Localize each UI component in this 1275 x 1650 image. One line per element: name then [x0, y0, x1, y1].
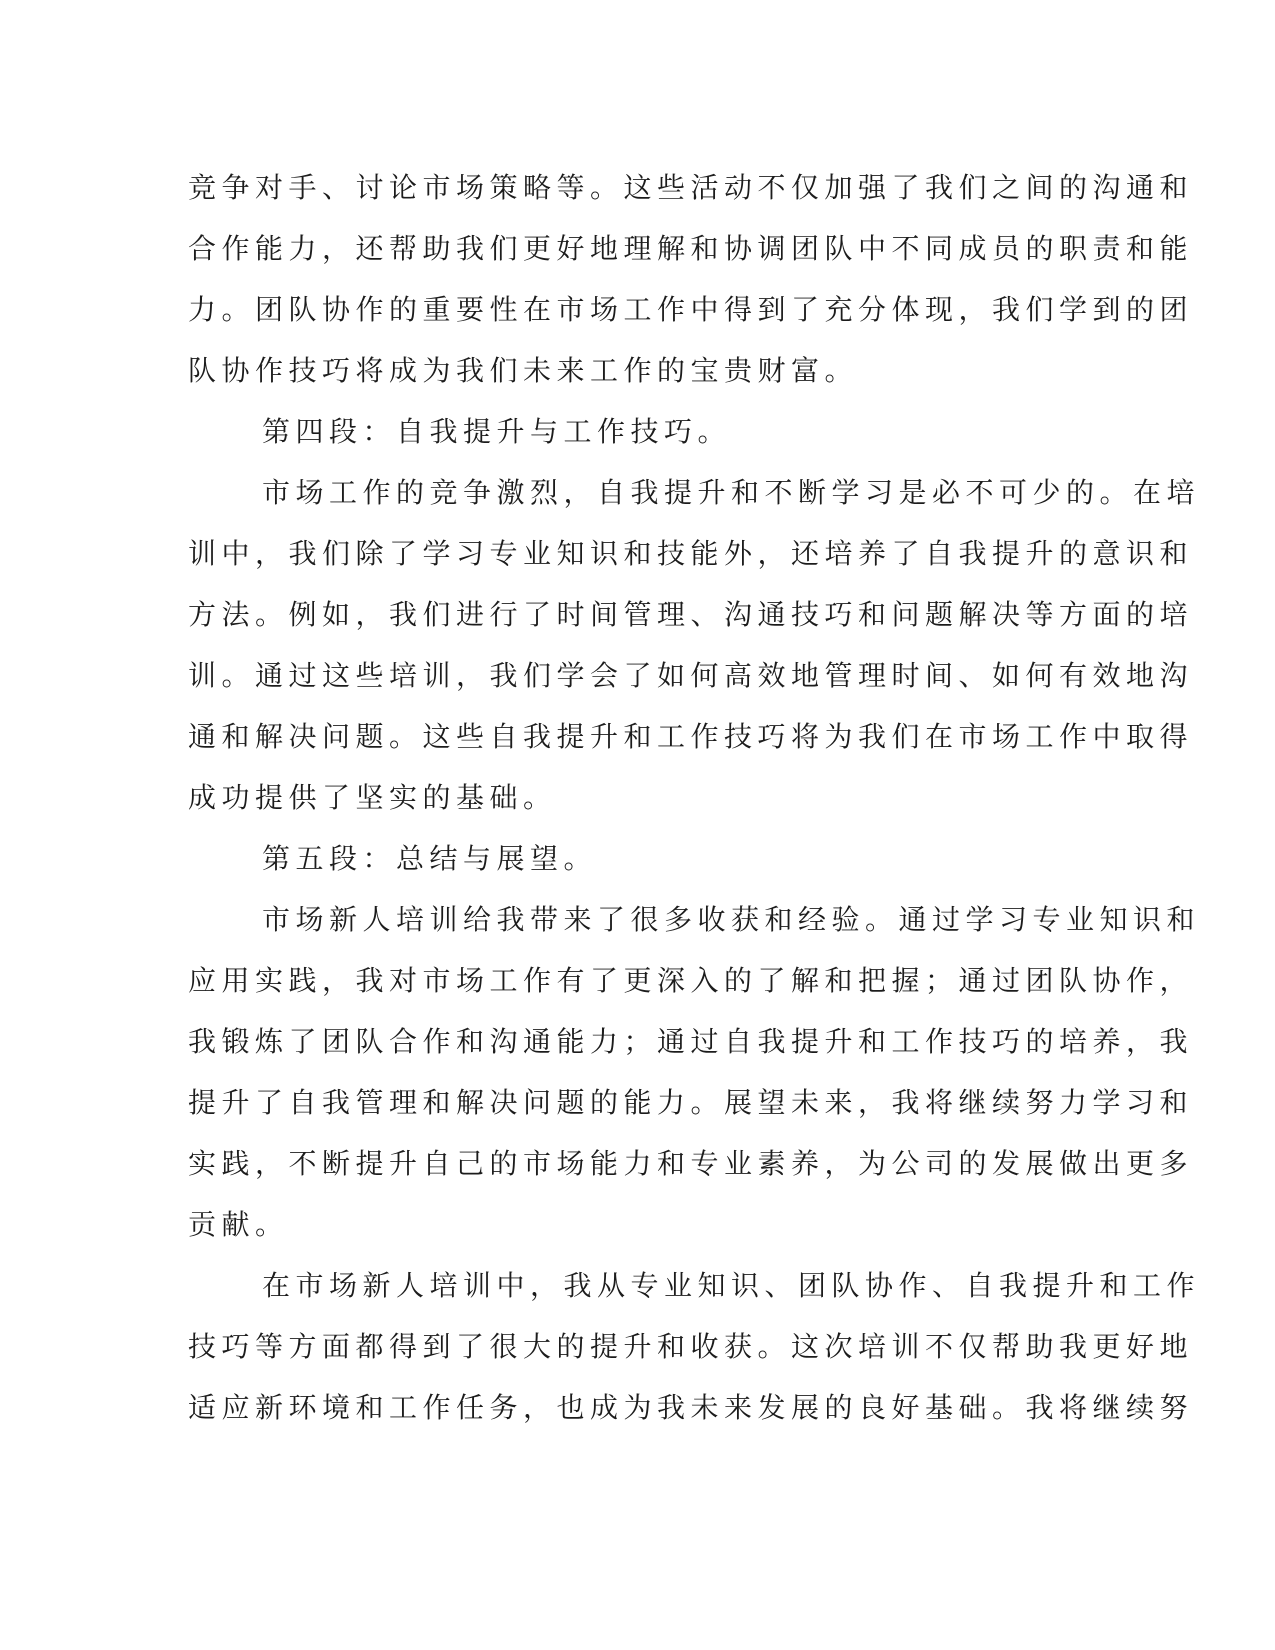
text-line: 适应新环境和工作任务，也成为我未来发展的良好基础。我将继续努: [188, 1391, 1194, 1424]
text-line: 实践，不断提升自己的市场能力和专业素养，为公司的发展做出更多: [188, 1147, 1194, 1180]
text-line: 竞争对手、讨论市场策略等。这些活动不仅加强了我们之间的沟通和: [188, 171, 1194, 204]
text-line: 贡献。: [188, 1208, 289, 1241]
section-heading-5: 第五段：总结与展望。: [262, 842, 598, 875]
text-line: 我锻炼了团队合作和沟通能力；通过自我提升和工作技巧的培养，我: [188, 1025, 1194, 1058]
paragraph-first-line: 市场工作的竞争激烈，自我提升和不断学习是必不可少的。在培: [262, 476, 1201, 509]
text-line: 通和解决问题。这些自我提升和工作技巧将为我们在市场工作中取得: [188, 720, 1194, 753]
text-line: 训。通过这些培训，我们学会了如何高效地管理时间、如何有效地沟: [188, 659, 1194, 692]
text-line: 成功提供了坚实的基础。: [188, 781, 557, 814]
text-line: 技巧等方面都得到了很大的提升和收获。这次培训不仅帮助我更好地: [188, 1330, 1194, 1363]
section-heading-4: 第四段：自我提升与工作技巧。: [262, 415, 732, 448]
text-line: 训中，我们除了学习专业知识和技能外，还培养了自我提升的意识和: [188, 537, 1194, 570]
text-line: 力。团队协作的重要性在市场工作中得到了充分体现，我们学到的团: [188, 293, 1194, 326]
text-line: 提升了自我管理和解决问题的能力。展望未来，我将继续努力学习和: [188, 1086, 1194, 1119]
text-line: 应用实践，我对市场工作有了更深入的了解和把握；通过团队协作，: [188, 964, 1194, 997]
document-body: [188, 157, 1201, 1438]
text-line: 方法。例如，我们进行了时间管理、沟通技巧和问题解决等方面的培: [188, 598, 1194, 631]
text-line: 合作能力，还帮助我们更好地理解和协调团队中不同成员的职责和能: [188, 232, 1194, 265]
paragraph-first-line: 市场新人培训给我带来了很多收获和经验。通过学习专业知识和: [262, 903, 1201, 936]
text-line: 队协作技巧将成为我们未来工作的宝贵财富。: [188, 354, 859, 387]
paragraph-first-line: 在市场新人培训中，我从专业知识、团队协作、自我提升和工作: [262, 1269, 1201, 1302]
